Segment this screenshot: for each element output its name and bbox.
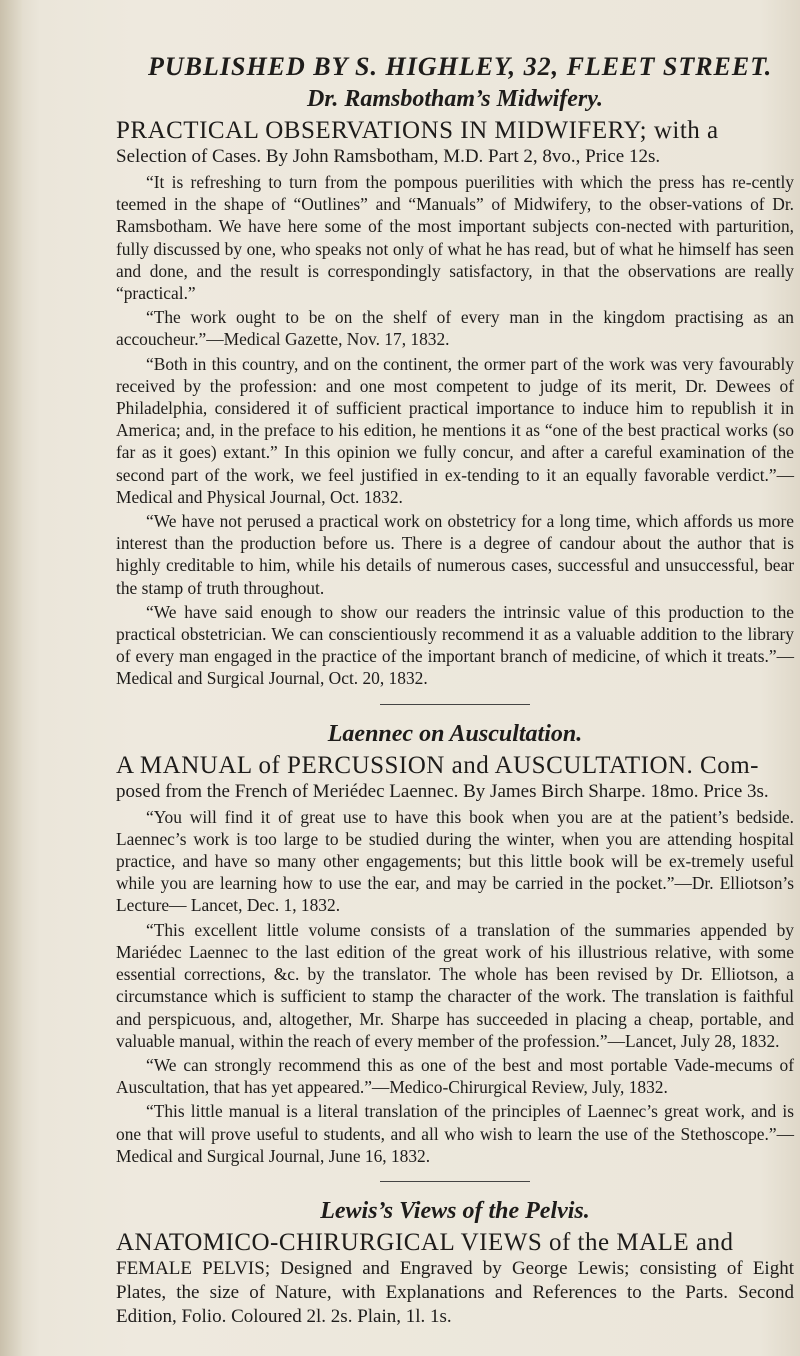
book-subtitle: posed from the French of Meriédec Laennec. By James Birch Sharpe. 18mo. Price 3s. — [116, 780, 769, 802]
section-heading: Laennec on Auscultation. — [327, 720, 583, 747]
section-pelvis — [116, 1198, 794, 1329]
publisher-line: PUBLISHED BY S. HIGHLEY, 32, FLEET STREET. — [148, 52, 773, 81]
page-edge — [0, 0, 22, 1356]
review-quote: “We can strongly recommend this as one of the best and most portable Vade-mecums of Auscultation, that has yet appeared.”—Medico-Chirurgical Review, July, 1832. — [116, 1054, 794, 1098]
section-heading: Lewis’s Views of the Pelvis. — [320, 1197, 590, 1224]
section-divider — [380, 704, 530, 705]
section-heading: Dr. Ramsbotham’s Midwifery. — [306, 86, 604, 112]
review-quote: “We have not perused a practical work on obstetricy for a long time, which affords us more interest than the production before us. There is a degree of candour about the author that is highly creditable to him, while his details of numerous cases, successful and unsuccessful, bear the stamp of truth throughout. — [116, 511, 794, 598]
section-midwifery — [116, 86, 794, 690]
section-auscultation — [116, 721, 794, 1167]
book-subtitle: FEMALE PELVIS; Designed and Engraved by George Lewis; consisting of Eight Plates, the size of Nature, with Explanations and References to the Parts. Second Edition, Folio. Coloured 2l. 2s. Plain, 1l. 1s. — [116, 1257, 794, 1327]
review-quote: “This excellent little volume consists of a translation of the summaries appended by Mariédec Laennec to the last edition of the great work of his illustrious relative, with some essential corrections, &c. by the translator. The whole has been revised by Dr. Elliotson, a circumstance which is sufficient to stamp the character of the work. The translation is faithful and perspicuous, and, altogether, Mr. Sharpe has succeeded in placing a cheap, portable, and valuable manual, within the reach of every member of the profession.”—Lancet, July 28, 1832. — [116, 919, 794, 1051]
book-title: A MANUAL of PERCUSSION and AUSCULTATION. Com- — [116, 751, 759, 779]
review-quote: “It is refreshing to turn from the pompous puerilities with which the press has re-cently teemed in the shape of “Outlines” and “Manuals” of Midwifery, to the obser-vations of Dr. Ramsbotham. We have here some of the most important subjects con-nected with parturition, fully discussed by one, who speaks not only of what he has read, but of what he himself has seen and done, and the result is correspondingly satisfactory, in that the observations are really “practical.” — [116, 172, 794, 304]
review-quote: “This little manual is a literal translation of the principles of Laennec’s great work, and is one that will prove useful to students, and all who wish to learn the use of the Stethoscope.”—Medical and Surgical Journal, June 16, 1832. — [116, 1101, 794, 1166]
review-quote: “Both in this country, and on the continent, the ormer part of the work was very favourably received by the profession: and one most competent to judge of its merit, Dr. Dewees of Philadelphia, considered it of sufficient practical importance to induce him to republish it in America; and, in the preface to his edition, he mentions it as “one of the best practical works (so far as it goes) extant.” In this opinion we fully concur, and after a careful examination of the second part of the work, we feel justified in ex-tending to it an equally favorable verdict.”—Medical and Physical Journal, Oct. 1832. — [116, 353, 794, 507]
advertisement-page — [116, 52, 794, 1329]
review-quote: “We have said enough to show our readers the intrinsic value of this production to the practical obstetrician. We can conscientiously recommend it as a valuable addition to the library of every man engaged in the practice of the important branch of medicine, of which it treats.”—Medical and Surgical Journal, Oct. 20, 1832. — [116, 601, 794, 689]
review-quote: “The work ought to be on the shelf of every man in the kingdom practising as an accoucheur.”—Medical Gazette, Nov. 17, 1832. — [116, 307, 794, 350]
book-title: ANATOMICO-CHIRURGICAL VIEWS of the MALE and — [116, 1228, 734, 1256]
book-title: PRACTICAL OBSERVATIONS IN MIDWIFERY; with a — [116, 117, 719, 144]
review-quote: “You will find it of great use to have this book when you are at the patient’s bedside. Laennec’s work is too large to be studied during the winter, when you are attending hospital practice, and have so many other engagements; but this little book will be ex-tremely useful while you are learning how to use the ear, and may be carried in the pocket.”—Dr. Elliotson’s Lecture— Lancet, Dec. 1, 1832. — [116, 806, 794, 916]
book-subtitle: Selection of Cases. By John Ramsbotham, M.D. Part 2, 8vo., Price 12s. — [116, 146, 661, 167]
section-divider — [380, 1181, 530, 1182]
